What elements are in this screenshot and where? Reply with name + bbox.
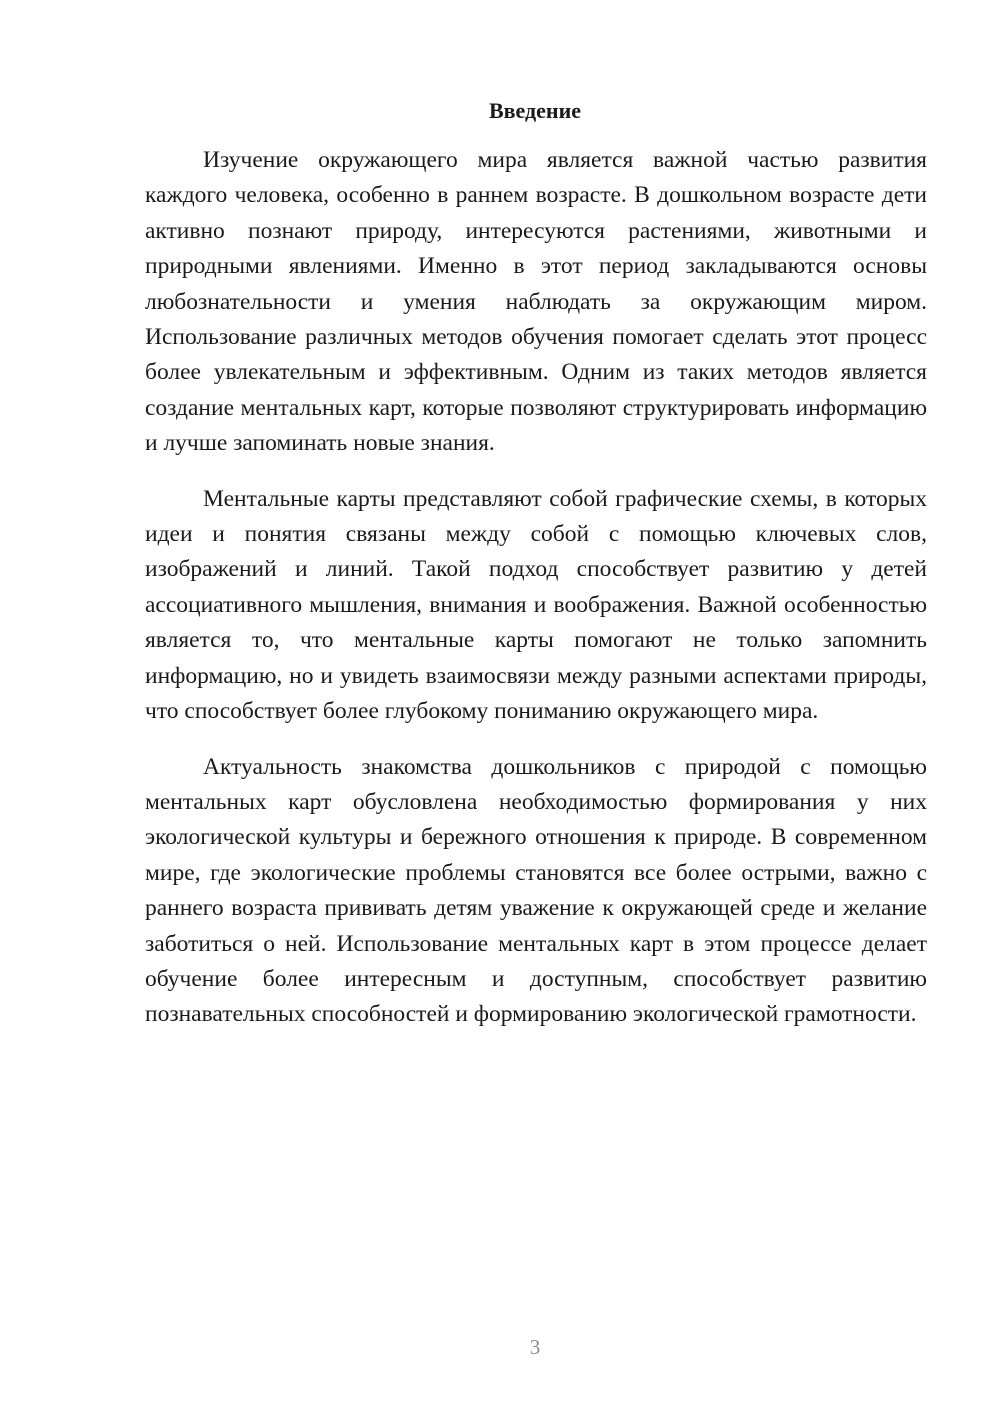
body-text (145, 143, 927, 1053)
paragraph-3: Актуальность знакомства дошкольников с природой с помощью ментальных карт обусловлена необходимостью формирования у них экологической культуры и бережного отношения к природе. В современном мире, где экологические проблемы становятся все более острыми, важно с раннего возраста прививать детям уважение к окружающей среде и желание заботиться о ней. Использование ментальных карт в этом процессе делает обучение более интересным и доступным, способствует развитию познавательных способностей и формированию экологической грамотности. (145, 753, 927, 1028)
paragraph-1: Изучение окружающего мира является важной частью развития каждого человека, особенно в раннем возрасте. В дошкольном возрасте дети активно познают природу, интересуются растениями, животными и природными явлениями. Именно в этот период закладываются основы любознательности и умения наблюдать за окружающим миром. Использование различных методов обучения помогает сделать этот процесс более увлекательным и эффективным. Одним из таких методов является создание ментальных карт, которые позволяют структурировать информацию и лучше запоминать новые знания. (145, 147, 927, 457)
paragraph-2: Ментальные карты представляют собой графические схемы, в которых идеи и понятия связаны между собой с помощью ключевых слов, изображений и линий. Такой подход способствует развитию у детей ассоциативного мышления, внимания и воображения. Важной особенностью является то, что ментальные карты помогают не только запомнить информацию, но и увидеть взаимосвязи между разными аспектами природы, что способствует более глубокому пониманию окружающего мира. (145, 485, 927, 725)
page-title: Введение (488, 98, 582, 123)
page-number: 3 (529, 1335, 541, 1359)
